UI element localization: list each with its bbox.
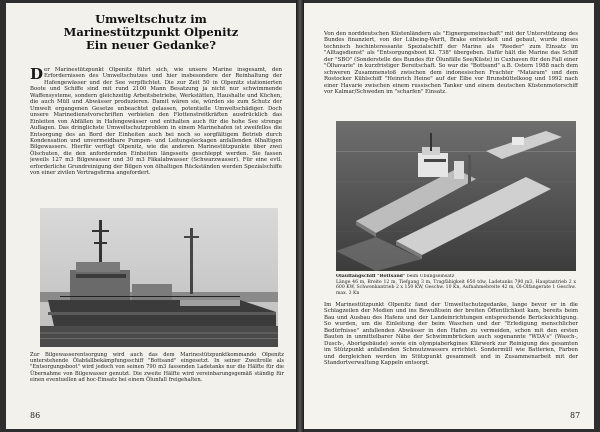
book-gutter <box>296 0 304 432</box>
left-photo-caption: Zur Bilgewasserentsorgung wird auch das dem Marinestützpunktkommando Olpenitz unterstehende Ölabfallbekämpfungsschiff "Bottsand" eingesetzt. In seiner Zweitrolle als "Entsorgungsboot" wird jedoch von seinen 790 m3 fassenden Ladetanks nur die Hälfte für die Übernahme von Bilgewasser genutzt. Die zweite Hälfte wird vereinbarungsgemäß ständig für einen eventuellen ad hoc-Einsatz bei einem Ölunfall freigehalten. <box>30 352 284 383</box>
oil-recovery-ship-illustration <box>336 121 576 271</box>
right-body-top: Von den norddeutschen Küstenländern als "Eignergemeinschaft" mit der Unterstützung des Bundes finanziert, von der Lübeing-Werft, Brake entwickelt und gebaut, wurde dieses technisch hochinteressante Spezialschiff der Marine als "Reeder" zum Einsatz im "Alltagsdienst" als "Entsorgungsboot Kl. 738" übergeben. Dafür hält die Marine das Schiff der "SBO" (Sonderstelle des Bundes für Ölunfälle See/Küste) in Cuxhaven für den Fall einer "Ölhavarie" in kurzfristiger Bereitschaft. So war die "Bottsand" a.B. Ostern 1988 nach dem schweren Zusammenstoß zwischen dem indonesischen Frachter "Mataram" und dem Rostocker Kühlschiff "Heinrich Heine" auf der Elbe vor Brunsbüttelkoog und 1992 nach einer Havarie zwischen einem russischen Tanker und einem deutschen Küstenmotorschiff vor Kalmar/Schweden im "scharfen" Einsatz. <box>324 31 578 96</box>
right-page <box>304 3 594 429</box>
left-body-text <box>30 67 282 201</box>
article-title-line-2: Marinestützpunkt Olpenitz <box>63 25 239 39</box>
right-photo-caption <box>336 274 576 296</box>
photo-caption-activity: beim Übungseinsatz <box>406 274 455 279</box>
oil-recovery-ship-photo <box>336 121 576 271</box>
right-page-number: 87 <box>570 411 581 420</box>
ship-harbor-photo <box>40 208 278 347</box>
article-title-line-1: Umweltschutz im <box>95 12 207 26</box>
ship-harbor-illustration <box>40 208 278 347</box>
left-body-paragraph: er Marinestützpunkt Olpenitz führt sich, wie unsere Marine insgesamt, den Erfordernissen des Umweltschutzes und hier insbesondere der Reinhaltung der Hafengewässer und der See verpflichtet. Die zur Zeit 50 in Olpenitz stationierten Boote und Schiffe sind mit rund 2100 Mann Besatzung ja nicht nur schwimmende Waffensysteme, sondern gleichzeitig Arbeitsbetriebe, Werkstätten, Haushalte und Küchen, die auch Müll und Abwässer produzieren. Damit wären sie, würden sie zum Schutz der Umwelt ergangenen Gesetze unbeachtet gelassen, potentielle Umweltschädiger. Doch unsere Marinedienstvorschriften verbieten den Flottenstreitkräften ausdrücklich das Einleiten von Abfällen in Hafengewässer und enthalten auch für die hohe See strenge Auflagen. Das dringlichste Umweltschutzproblem in einem Marinehafen ist zweifellos die Entsorgung des an Bord der Einheiten auch bei noch so sorgfältigem Betrieb durch Kondensation und unvermeidbare Pumpen- und Leitungsleckagen anfallenden ölhaltigen Bilgewassers. Hierfür verfügt Olpenitz, wie die anderen Marinestützpunkte über zwei Ölschuten, die den anfordernden Einheiten längsseits geschleppt werden. Sie fassen jeweils 127 m3 Bilgewasser und 30 m3 Fäkalabwasser (Schwarzwasser). Für eine evtl. erforderliche Grundreinigung der Bilgen von ölhaltigen Rückständen werden Spezialschiffe von einer zivilen Vertragsfirma angefordert. <box>30 67 282 177</box>
right-body-bottom: Im Marinestützpunkt Olpenitz fand der Umweltschutzgedanke, lange bevor er in die Schlagzeilen der Medien und ins Bewußtsein der breiten Öffentlichkeit kam, bereits beim Bau und Ausbau des Hafens und der Landeinrichtungen entsprechende Berücksichtigung. So wurden, um die Einleitung der beim Waschen und der "Erledigung menschlicher Bedürfnisse" anfallenden Abwässer in den Hafen zu vermeiden, schon mit den ersten Bauten in unmittelbarer Nähe der Schwimmbrücken auch sogenannte "WDA's" (Wasch-, Dusch-, Abortgebäude) sowie ein olympiaberkgines Klärwerk zur Reinigung des gesamten im Stützpunkt anfallenden Schmutzwassers errichtet. Sondermüll wie Batterien, Farben und dergleichen werden im Stützpunkt gesammelt und in Zusammenarbeit mit der Standortverwaltung Kappeln entsorgt. <box>324 302 578 367</box>
photo-caption-specs: Länge 46 m, Breite 12 m, Tiefgang 3 m, Tragfähigkeit 650 tdw, Ladetanks 790 m3, Hauptantrieb 2 x 600 KW, Schwenkantrieb 2 x 150 KW, Geschw. 10 Kn, Aufnahmebreite 42 m, Öl-Ölfangerate 1 Geschw. max. 3 Kn <box>336 279 576 296</box>
drop-cap: D <box>30 67 44 83</box>
left-page <box>6 3 296 429</box>
left-page-number: 86 <box>30 411 41 420</box>
photo-caption-ship-name: Ölauffangschiff "Bottsand" <box>336 274 406 279</box>
article-title-line-3: Ein neuer Gedanke? <box>86 38 216 52</box>
